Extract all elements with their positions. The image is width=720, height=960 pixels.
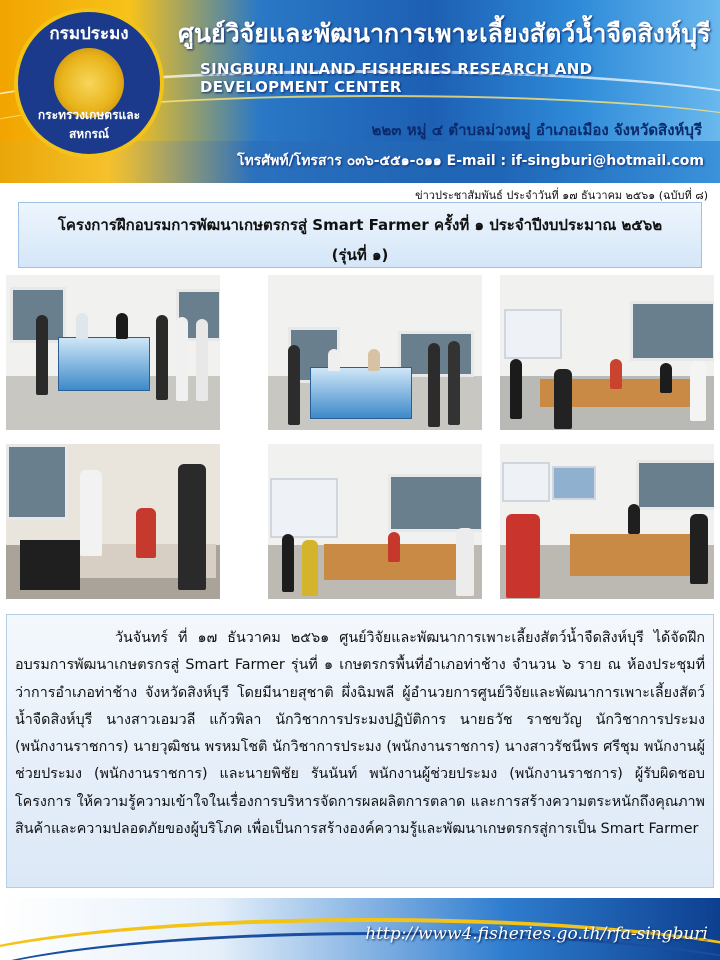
article-body-box [6, 614, 714, 888]
center-title-english: SINGBURI INLAND FISHERIES RESEARCH AND DEVELOPMENT CENTER [200, 60, 593, 96]
center-title-thai: ศูนย์วิจัยและพัฒนาการเพาะเลี้ยงสัตว์น้ำจืดสิงห์บุรี [178, 19, 711, 48]
project-batch: (รุ่นที่ ๑) [331, 246, 389, 264]
center-contact: โทรศัพท์/โทรสาร ๐๓๖-๕๕๑-๐๑๑ E-mail : if-singburi@hotmail.com [236, 153, 704, 169]
photo-group-2 [268, 275, 482, 430]
center-address: ๒๒๓ หมู่ ๔ ตำบลม่วงหมู่ อำเภอเมือง จังหวัดสิงห์บุรี [371, 121, 702, 139]
photo-training-1 [268, 444, 482, 599]
website-link[interactable]: http://www4.fisheries.go.th/rfa-singburi [365, 924, 708, 944]
project-title-box [18, 202, 702, 268]
project-title: โครงการฝึกอบรมการพัฒนาเกษตรกรสู่ Smart Farmer ครั้งที่ ๑ ประจำปีงบประมาณ ๒๕๖๒ [57, 216, 663, 234]
footer-banner [0, 898, 720, 960]
article-paragraph: วันจันทร์ ที่ ๑๗ ธันวาคม ๒๕๖๑ ศูนย์วิจัยและพัฒนาการเพาะเลี้ยงสัตว์น้ำจืดสิงห์บุรี ได้จัดฝึกอบรมการพัฒนาเกษตรกรสู่ Smart Farmer รุ่นที่ ๑ เกษตรกรพื้นที่อำเภอท่าช้าง จำนวน ๖ ราย ณ ห้องประชุมที่ว่าการอำเภอท่าช้าง จังหวัดสิงห์บุรี โดยมีนายสุชาติ ผึ่งฉิมพลี ผู้อำนวยการศูนย์วิจัยและพัฒนาการเพาะเลี้ยงสัตว์น้ำจืดสิงห์บุรี นางสาวเอมวลี แก้วพิลา นักวิชาการประมงปฏิบัติการ นายธวัช ราชขวัญ นักวิชาการประมง (พนักงานราชการ) นายวุฒิชน พรหมโชติ นักวิชาการประมง (พนักงานราชการ) นางสาวรัชนีพร ศรีชุม พนักงานผู้ช่วยประมง (พนักงานราชการ) และนายพิชัย รันนันท์ พนักงานผู้ช่วยประมง (พนักงานราชการ) ผู้รับผิดชอบโครงการ ให้ความรู้ความเข้าใจในเรื่องการบริหารจัดการผลผลิตการตลาด และการสร้างความตระหนักถึงคุณภาพสินค้าและความปลอดภัยของผู้บริโภค เพื่อเป็นการสร้างองค์ความรู้และพัฒนาเกษตรกรสู่การเป็น Smart Farmer [15, 630, 705, 838]
photo-group-1 [6, 275, 220, 430]
department-logo [14, 8, 164, 158]
news-issue-line: ข่าวประชาสัมพันธ์ ประจำวันที่ ๑๗ ธันวาคม ๒๕๖๑ (ฉบับที่ ๘) [415, 189, 708, 202]
photo-registration [6, 444, 220, 599]
photo-meeting-1 [500, 275, 714, 430]
logo-ring-top: กรมประมง [49, 24, 129, 44]
logo-ring-bottom: กระทรวงเกษตรและสหกรณ์ [37, 108, 141, 141]
header-banner [0, 0, 720, 183]
article-body [15, 625, 705, 843]
photo-training-2 [500, 444, 714, 599]
